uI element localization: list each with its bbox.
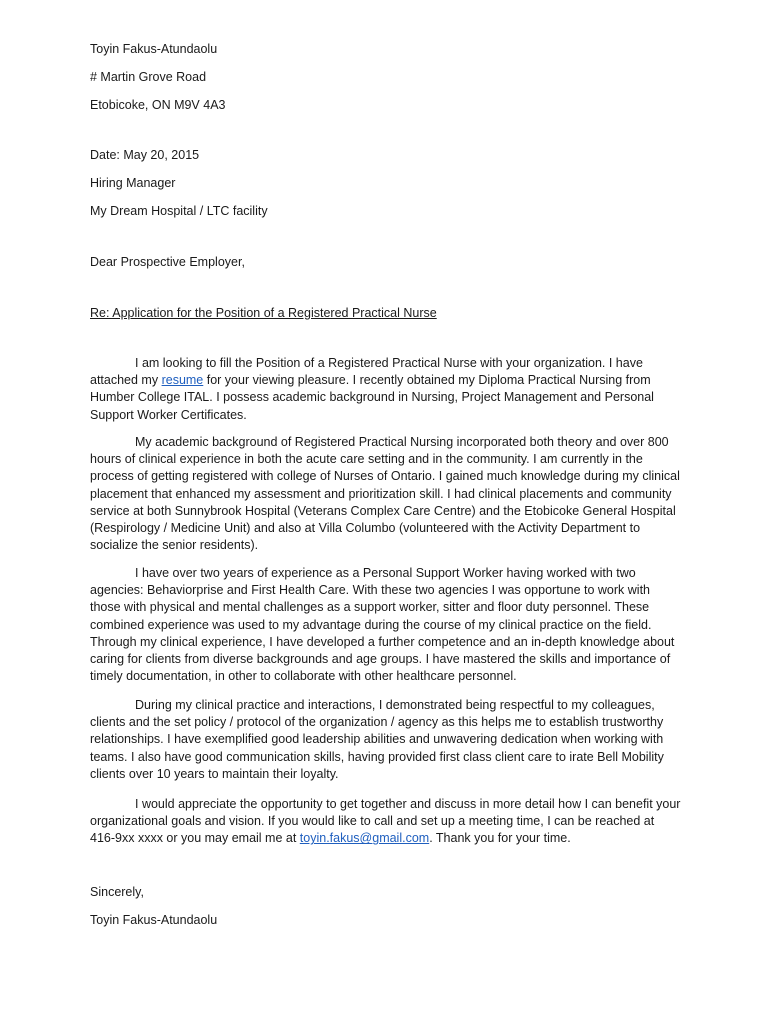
recipient-organization: My Dream Hospital / LTC facility <box>90 204 268 218</box>
sender-name: Toyin Fakus-Atundaolu <box>90 42 218 56</box>
salutation: Dear Prospective Employer, <box>90 255 245 269</box>
sender-street: # Martin Grove Road <box>90 70 207 84</box>
paragraph-academic: My academic background of Registered Practical Nursing incorporated both theory and over 800 hours of clinical experience in both the acute care setting and in the community. I am currently in the process of getting registered with college of Nurses of Ontario. I gained much knowledge during my clinical placement that enhanced my assessment and prioritization skill. I had clinical placements and community service at both Sunnybrook Hospital (Veterans Complex Care Centre) and the Etobicoke General Hospital (Respirology / Medicine Unit) and also at Villa Columbo (volunteered with the Activity Department to socialize the senior residents). <box>90 435 680 553</box>
sender-city: Etobicoke, ON M9V 4A3 <box>90 98 226 112</box>
resume-link[interactable]: resume <box>161 373 204 388</box>
paragraph-experience: I have over two years of experience as a Personal Support Worker having worked with two agencies: Behaviorprise and First Health Care. With these two agencies I was opportune to work with those with physical and mental challenges as a support worker, sitter and floor duty personnel. These combined experience was used to my advantage during the course of my clinical practice on the field. Through my clinical experience, I have developed a further competence and an in-depth knowledge about caring for clients from diverse backgrounds and age groups. I have mastered the skills and importance of timely documentation, in other to collaborate with other healthcare personnel. <box>90 566 675 684</box>
letter-date: Date: May 20, 2015 <box>90 148 200 162</box>
recipient-title: Hiring Manager <box>90 176 176 190</box>
closing: Sincerely, <box>90 885 144 899</box>
paragraph-closing-request <box>90 796 682 848</box>
subject-line: Re: Application for the Position of a Registered Practical Nurse <box>90 306 437 320</box>
email-link[interactable]: toyin.fakus@gmail.com <box>299 831 430 846</box>
signature-name: Toyin Fakus-Atundaolu <box>90 913 218 927</box>
paragraph-intro-text-b: for your viewing pleasure. I recently obtained my Diploma Practical Nursing from Humber College ITAL. I possess academic background in Nursing, Project Management and Personal Support Worker Certificates. <box>90 373 654 422</box>
paragraph-intro-text-a: I am looking to fill the Position of a Registered Practical Nurse with your organization. I have attached my <box>90 356 643 388</box>
paragraph-intro <box>90 355 682 424</box>
paragraph-closing-text-a: I would appreciate the opportunity to get together and discuss in more detail how I can benefit your organizational goals and vision. If you would like to call and set up a meeting time, I can be reached at 416-9xx xxxx or you may email me at <box>90 797 681 846</box>
paragraph-clinical-practice: During my clinical practice and interactions, I demonstrated being respectful to my colleagues, clients and the set policy / protocol of the organization / agency as this helps me to establish trustworthy relationships. I have exemplified good leadership abilities and unwavering dedication when working with teams. I also have good communication skills, having provided first class client care to irate Bell Mobility clients over 10 years to maintain their loyalty. <box>90 698 664 781</box>
paragraph-closing-text-b: . Thank you for your time. <box>429 831 571 846</box>
